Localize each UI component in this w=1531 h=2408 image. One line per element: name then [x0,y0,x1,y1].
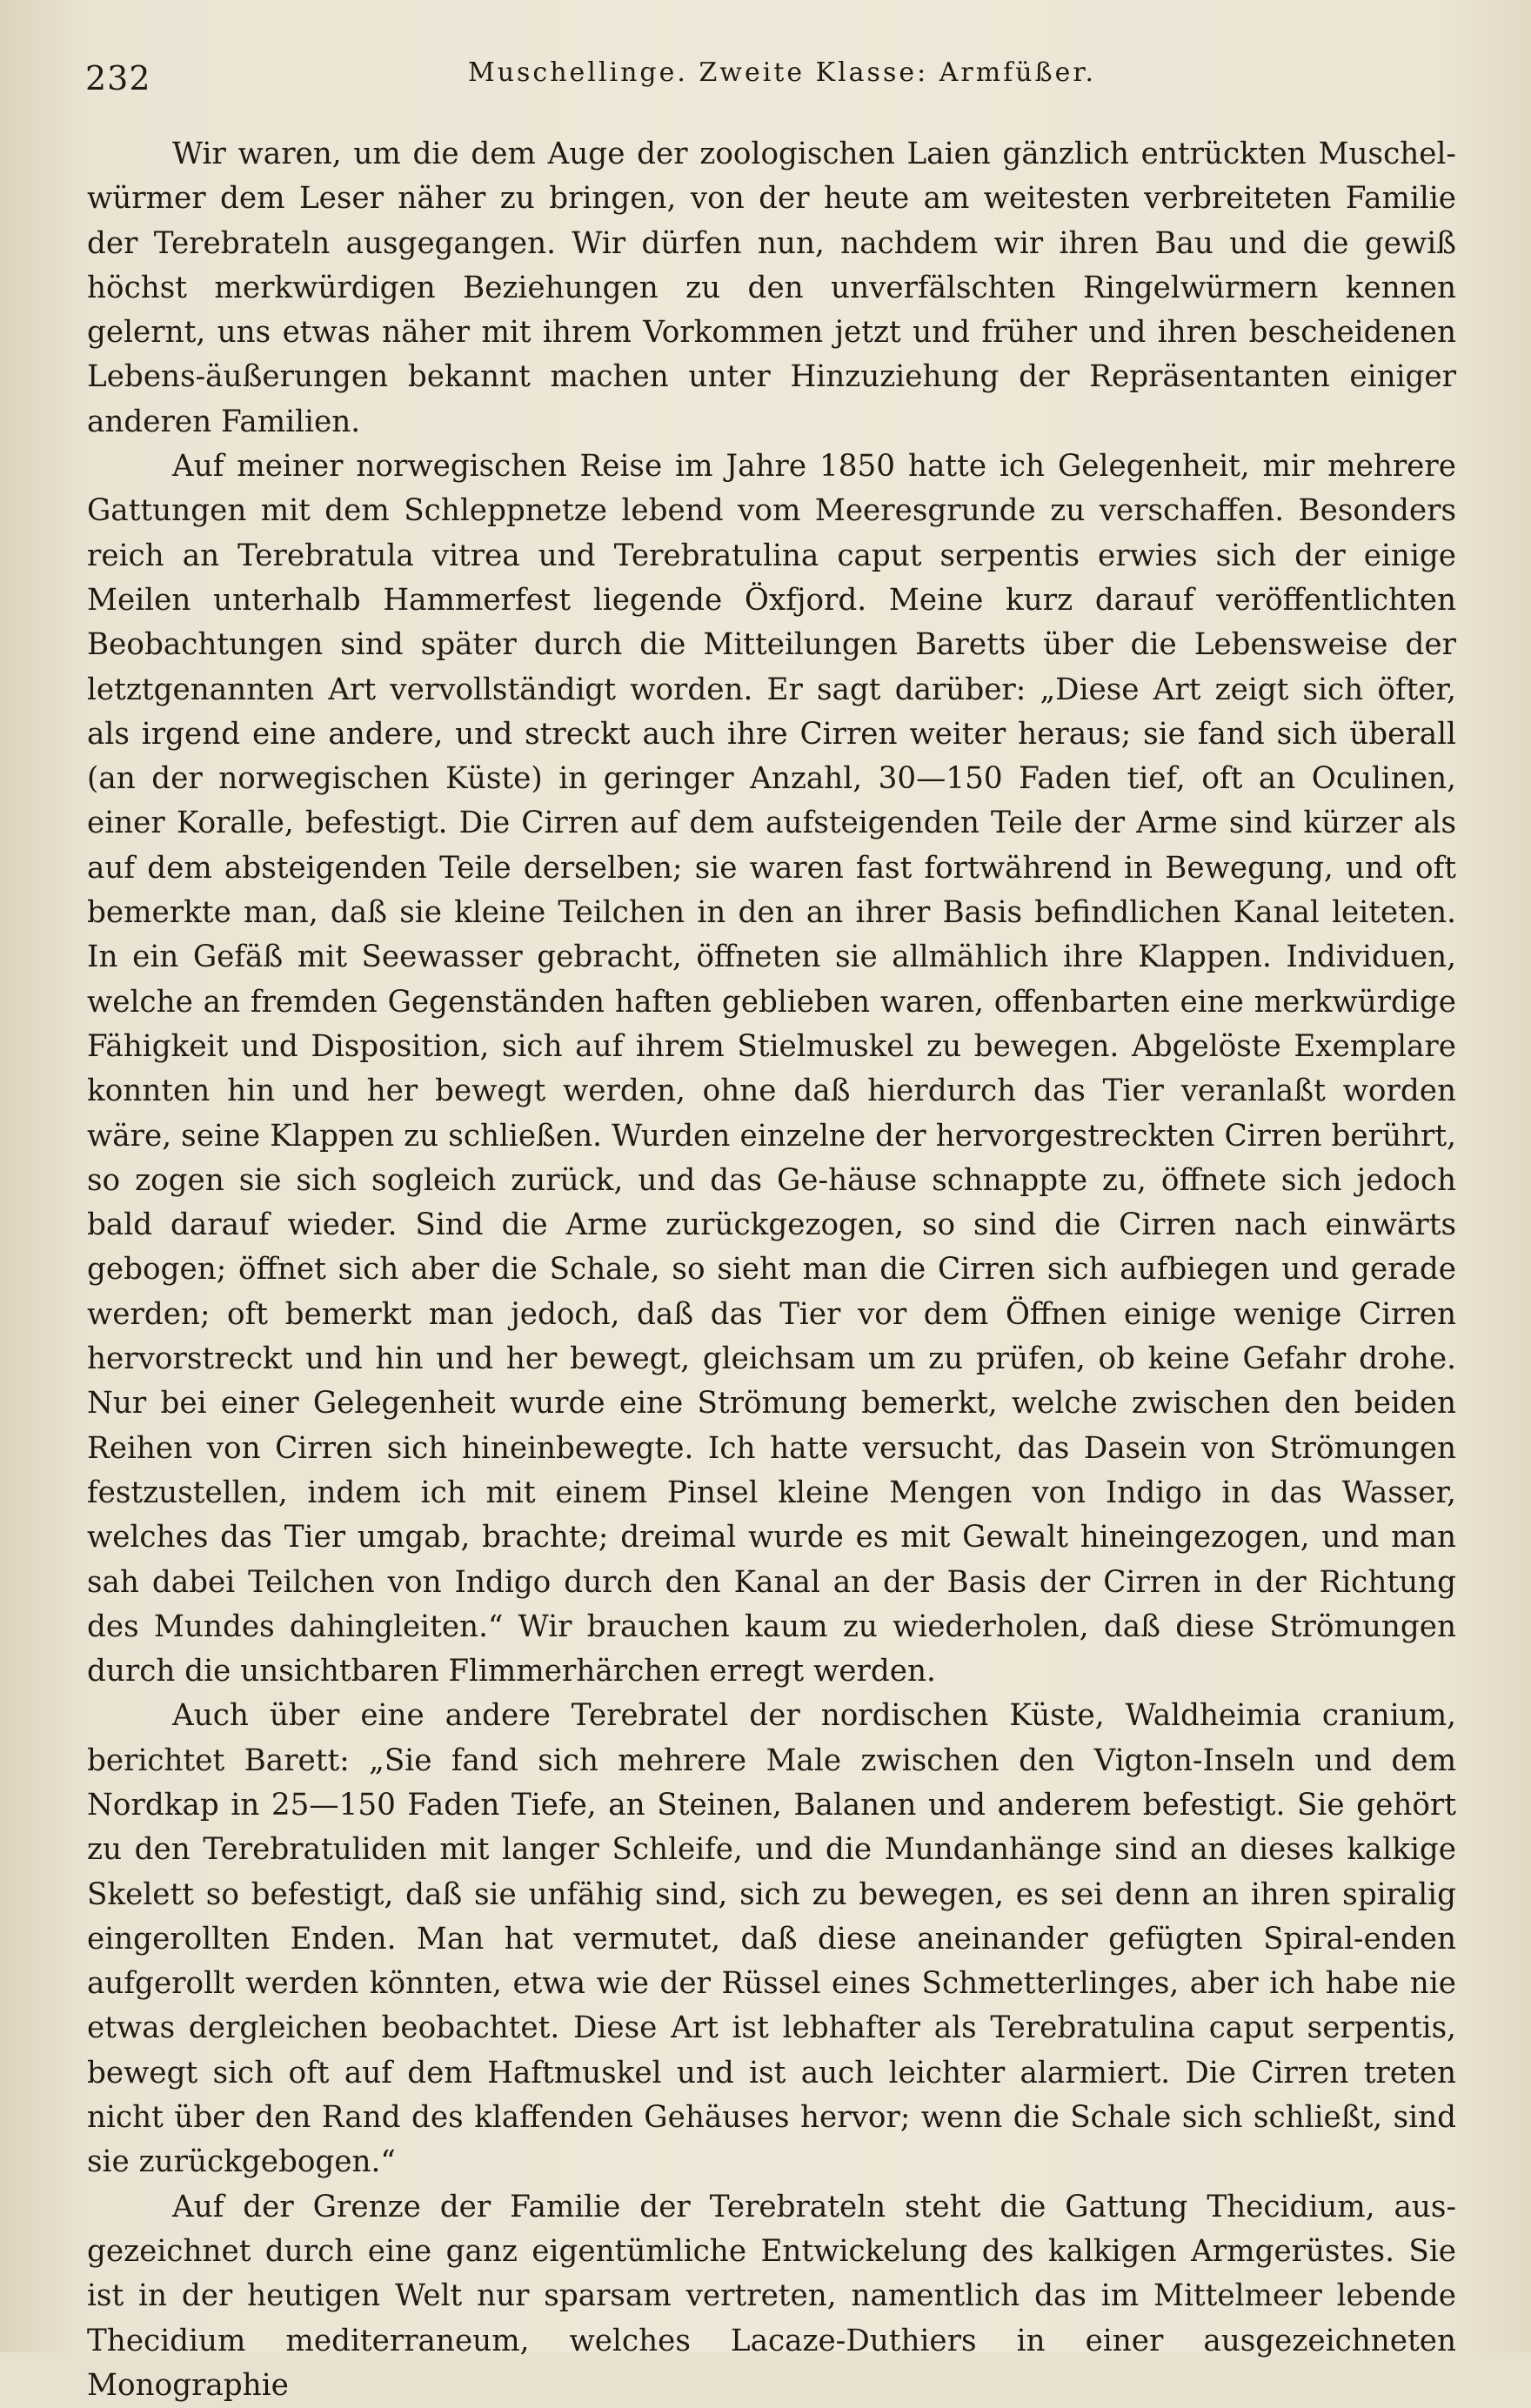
body-text [87,132,1456,2408]
paragraph-2: Auf meiner norwegischen Reise im Jahre 1850 hatte ich Gelegenheit, mir mehrere Gattungen mit dem Schleppnetze lebend vom Meeresgrunde zu verschaffen. Besonders reich an Terebratula vitrea und Terebratulina caput serpentis erwies sich der einige Meilen unterhalb Hammerfest liegende Öxfjord. Meine kurz darauf veröffentlichten Beobachtungen sind später durch die Mitteilungen Baretts über die Lebensweise der letztgenannten Art vervollständigt worden. Er sagt darüber: „Diese Art zeigt sich öfter, als irgend eine andere, und streckt auch ihre Cirren weiter heraus; sie fand sich überall (an der norwegischen Küste) in geringer Anzahl, 30—150 Faden tief, oft an Oculinen, einer Koralle, befestigt. Die Cirren auf dem aufsteigenden Teile der Arme sind kürzer als auf dem absteigenden Teile derselben; sie waren fast fortwährend in Bewegung, und oft bemerkte man, daß sie kleine Teilchen in den an ihrer Basis befindlichen Kanal leiteten. In ein Gefäß mit Seewasser gebracht, öffneten sie allmählich ihre Klappen. Individuen, welche an fremden Gegenständen haften geblieben waren, offenbarten eine merkwürdige Fähigkeit und Disposition, sich auf ihrem Stielmuskel zu bewegen. Abgelöste Exemplare konnten hin und her bewegt werden, ohne daß hierdurch das Tier veranlaßt worden wäre, seine Klappen zu schließen. Wurden einzelne der hervorgestreckten Cirren berührt, so zogen sie sich sogleich zurück, und das Ge-häuse schnappte zu, öffnete sich jedoch bald darauf wieder. Sind die Arme zurückgezogen, so sind die Cirren nach einwärts gebogen; öffnet sich aber die Schale, so sieht man die Cirren sich aufbiegen und gerade werden; oft bemerkt man jedoch, daß das Tier vor dem Öffnen einige wenige Cirren hervorstreckt und hin und her bewegt, gleichsam um zu prüfen, ob keine Gefahr drohe. Nur bei einer Gelegenheit wurde eine Strömung bemerkt, welche zwischen den beiden Reihen von Cirren sich hineinbewegte. Ich hatte versucht, das Dasein von Strömungen festzustellen, indem ich mit einem Pinsel kleine Mengen von Indigo in das Wasser, welches das Tier umgab, brachte; dreimal wurde es mit Gewalt hineingezogen, und man sah dabei Teilchen von Indigo durch den Kanal an der Basis der Cirren in der Richtung des Mundes dahingleiten.“ Wir brauchen kaum zu wiederholen, daß diese Strömungen durch die unsichtbaren Flimmerhärchen erregt werden. [87,449,1456,1689]
page-header [85,54,1460,106]
running-head: Muschellinge. Zweite Klasse: Armfüßer. [468,57,1096,88]
paragraph-1: Wir waren, um die dem Auge der zoologischen Laien gänzlich entrückten Muschel-würmer dem Leser näher zu bringen, von der heute am weitesten verbreiteten Familie der Terebrateln ausgegangen. Wir dürfen nun, nachdem wir ihren Bau und die gewiß höchst merkwürdigen Beziehungen zu den unverfälschten Ringelwürmern kennen gelernt, uns etwas näher mit ihrem Vorkommen jetzt und früher und ihren bescheidenen Lebens-äußerungen bekannt machen unter Hinzuziehung der Repräsentanten einiger anderen Familien. [87,137,1456,439]
page-number: 232 [85,59,151,97]
paragraph-3: Auch über eine andere Terebratel der nordischen Küste, Waldheimia cranium, berichtet Barett: „Sie fand sich mehrere Male zwischen den Vigton-Inseln und dem Nordkap in 25—150 Faden Tiefe, an Steinen, Balanen und anderem befestigt. Sie gehört zu den Terebratuliden mit langer Schleife, und die Mundanhänge sind an dieses kalkige Skelett so befestigt, daß sie unfähig sind, sich zu bewegen, es sei denn an ihren spiralig eingerollten Enden. Man hat vermutet, daß diese aneinander gefügten Spiral-enden aufgerollt werden könnten, etwa wie der Rüssel eines Schmetterlinges, aber ich habe nie etwas dergleichen beobachtet. Diese Art ist lebhafter als Terebratulina caput serpentis, bewegt sich oft auf dem Haftmuskel und ist auch leichter alarmiert. Die Cirren treten nicht über den Rand des klaffenden Gehäuses hervor; wenn die Schale sich schließt, sind sie zurückgebogen.“ [87,1698,1456,2180]
paragraph-4: Auf der Grenze der Familie der Terebrateln steht die Gattung Thecidium, aus-gezeichnet durch eine ganz eigentümliche Entwickelung des kalkigen Armgerüstes. Sie ist in der heutigen Welt nur sparsam vertreten, namentlich das im Mittelmeer lebende Thecidium mediterraneum, welches Lacaze-Duthiers in einer ausgezeichneten Monographie [87,2189,1456,2403]
